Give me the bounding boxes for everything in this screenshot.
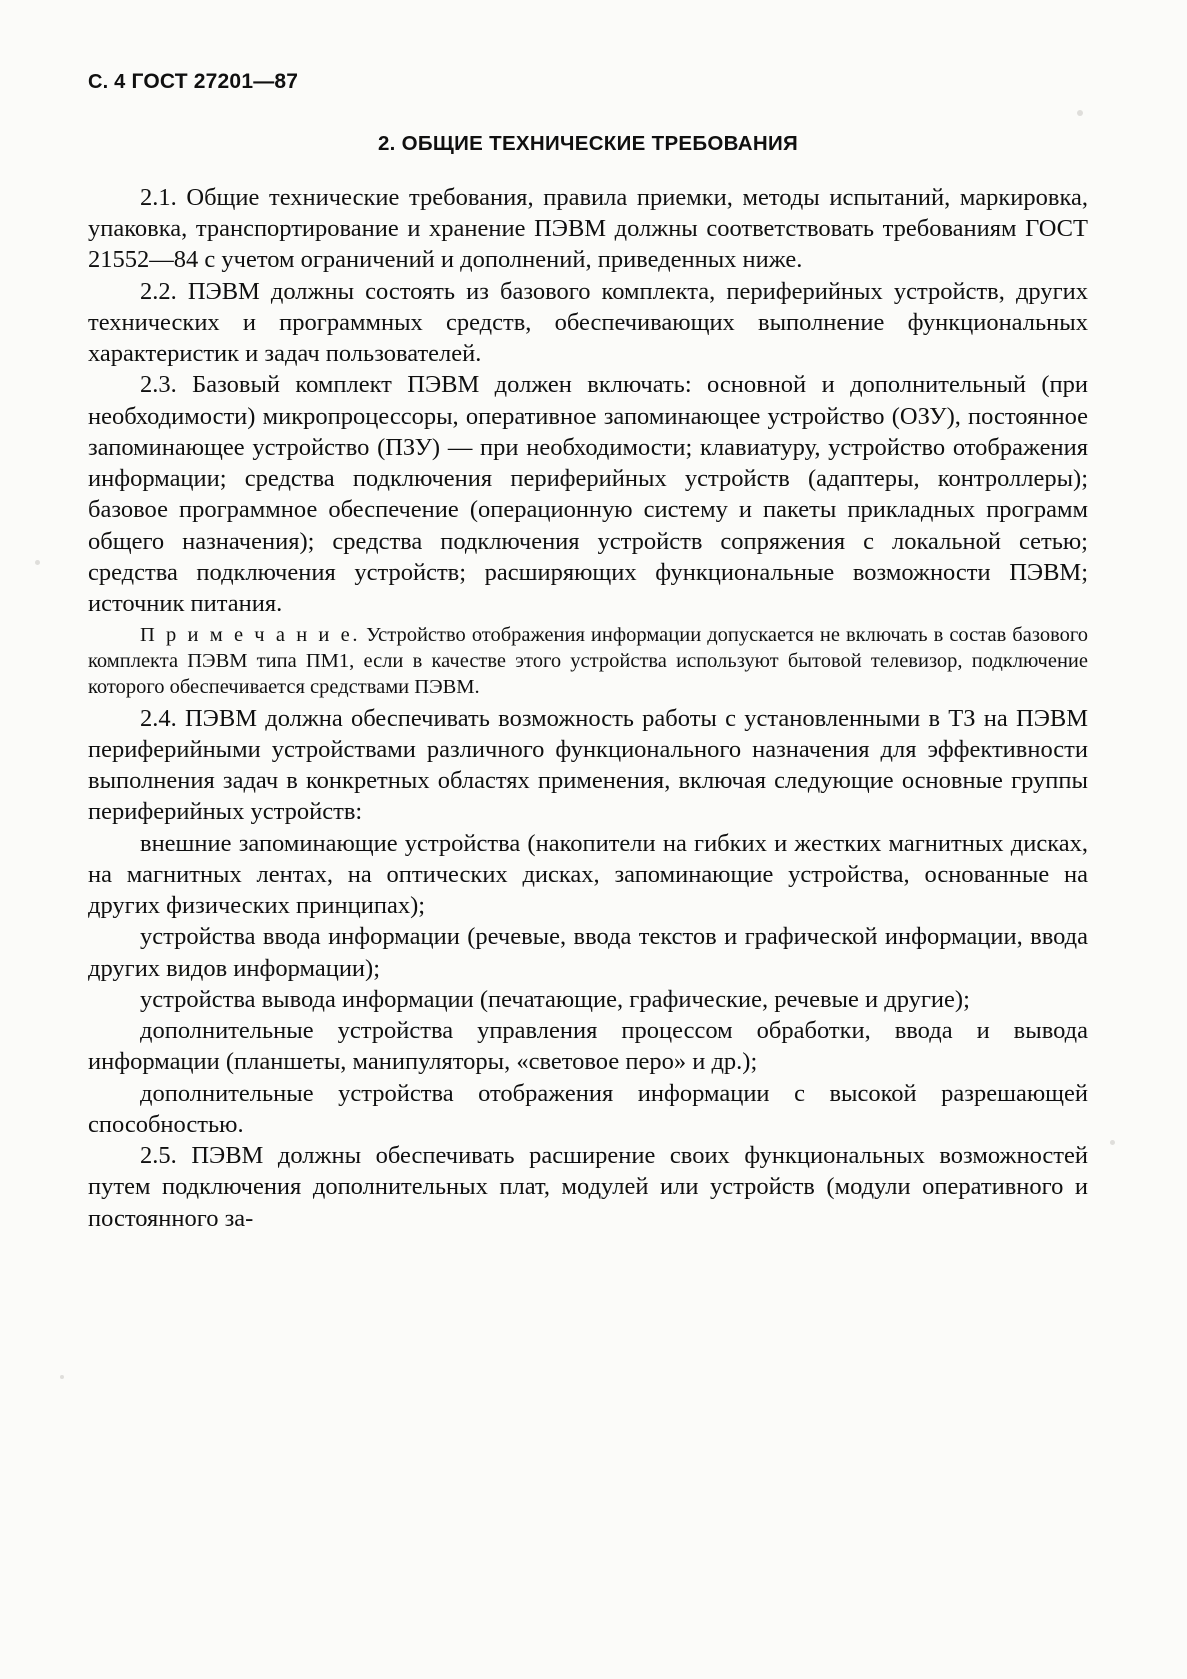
note-block: [88, 623, 1088, 700]
note-text: Устройство отображения информации допускается не включать в состав базового комплекта ПЭВМ типа ПМ1, если в качестве этого устройства используют бытовой телевизор, подключение которого обеспечивается средствами ПЭВМ.: [88, 624, 1089, 698]
page-header: [88, 70, 1088, 94]
paragraph-2-3: 2.3. Базовый комплект ПЭВМ должен включать: основной и дополнительный (при необходимости) микропроцессоры, оперативное запоминающее устройство (ОЗУ), постоянное запоминающее устройство (ПЗУ) — при необходимости; клавиатуру, устройство отображения информации; средства подключения периферийных устройств (адаптеры, контроллеры); базовое программное обеспечение (операционную систему и пакеты прикладных программ общего назначения); средства подключения устройств сопряжения с локальной сетью; средства подключения устройств; расширяющих функциональные возможности ПЭВМ; источник питания.: [88, 371, 1088, 618]
note-label: П р и м е ч а н и е.: [140, 624, 361, 647]
list-item-control-devices: дополнительные устройства управления процессом обработки, ввода и вывода информации (планшеты, манипуляторы, «световое перо» и др.);: [88, 1017, 1088, 1076]
paragraph-2-1: 2.1. Общие технические требования, правила приемки, методы испытаний, маркировка, упаковка, транспортирование и хранение ПЭВМ должны соответствовать требованиям ГОСТ 21552—84 с учетом ограничений и дополнений, приведенных ниже.: [88, 184, 1088, 274]
list-item-external-storage: внешние запоминающие устройства (накопители на гибких и жестких магнитных дисках, на магнитных лентах, на оптических дисках, запоминающие устройства, основанные на других физических принципах);: [88, 829, 1088, 920]
list-item-output-devices: устройства вывода информации (печатающие, графические, речевые и другие);: [140, 985, 970, 1013]
paragraph-2-4: 2.4. ПЭВМ должна обеспечивать возможность работы с установленными в ТЗ на ПЭВМ периферийными устройствами различного функционального назначения для эффективности выполнения задач в конкретных областях применения, включая следующие основные группы периферийных устройств:: [88, 704, 1088, 826]
page-speck: [60, 1375, 64, 1379]
paragraph-2-5: 2.5. ПЭВМ должны обеспечивать расширение своих функциональных возможностей путем подключения дополнительных плат, модулей или устройств (модули оперативного и постоянного за-: [88, 1142, 1088, 1232]
page-content: [88, 70, 1088, 1234]
list-item-input-devices: устройства ввода информации (речевые, ввода текстов и графической информации, ввода других видов информации);: [88, 923, 1088, 982]
page-speck: [35, 560, 40, 565]
page-speck: [1110, 1140, 1115, 1145]
list-item-display-devices: дополнительные устройства отображения информации с высокой разрешающей способностью.: [88, 1079, 1088, 1138]
paragraph-2-2: 2.2. ПЭВМ должны состоять из базового комплекта, периферийных устройств, других технических и программных средств, обеспечивающих выполнение функциональных характеристик и задач пользователей.: [88, 277, 1088, 368]
standard-number: ГОСТ 27201—87: [131, 70, 299, 93]
page-number: С. 4: [88, 71, 126, 93]
section-title: 2. ОБЩИЕ ТЕХНИЧЕСКИЕ ТРЕБОВАНИЯ: [377, 132, 799, 155]
